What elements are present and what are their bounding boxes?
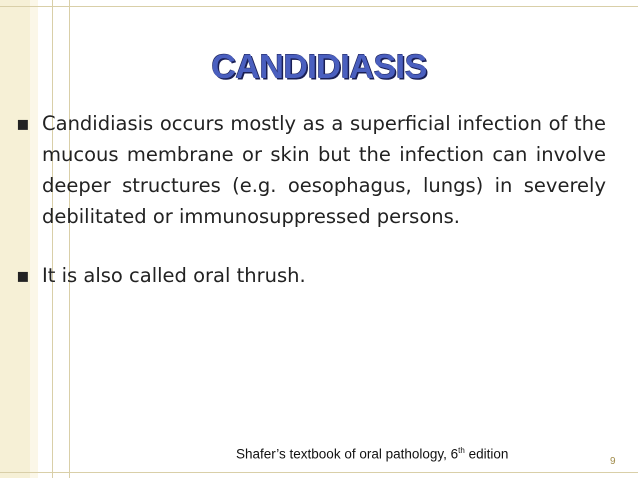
decorative-bottom-line bbox=[0, 472, 638, 473]
citation-superscript: th bbox=[458, 446, 465, 455]
bullet-list bbox=[16, 108, 606, 291]
slide-title: CANDIDIASIS bbox=[211, 48, 427, 86]
square-bullet-icon: ▪ bbox=[16, 111, 30, 135]
citation bbox=[236, 446, 508, 462]
citation-text-end: edition bbox=[464, 446, 509, 462]
decorative-top-line bbox=[0, 6, 638, 7]
bullet-text: Candidiasis occurs mostly as a superficial infection of the mucous membrane or skin but the infection can involve deeper structures (e.g. oesophagus, lungs) in severely debilitated or immunosuppressed persons. bbox=[42, 112, 606, 228]
bullet-item bbox=[16, 260, 606, 291]
bullet-item bbox=[16, 108, 606, 232]
bullet-text: It is also called oral thrush. bbox=[42, 264, 306, 287]
square-bullet-icon: ▪ bbox=[16, 263, 30, 287]
page-number: 9 bbox=[610, 456, 616, 467]
citation-text: Shafer’s textbook of oral pathology, 6 bbox=[236, 446, 459, 462]
